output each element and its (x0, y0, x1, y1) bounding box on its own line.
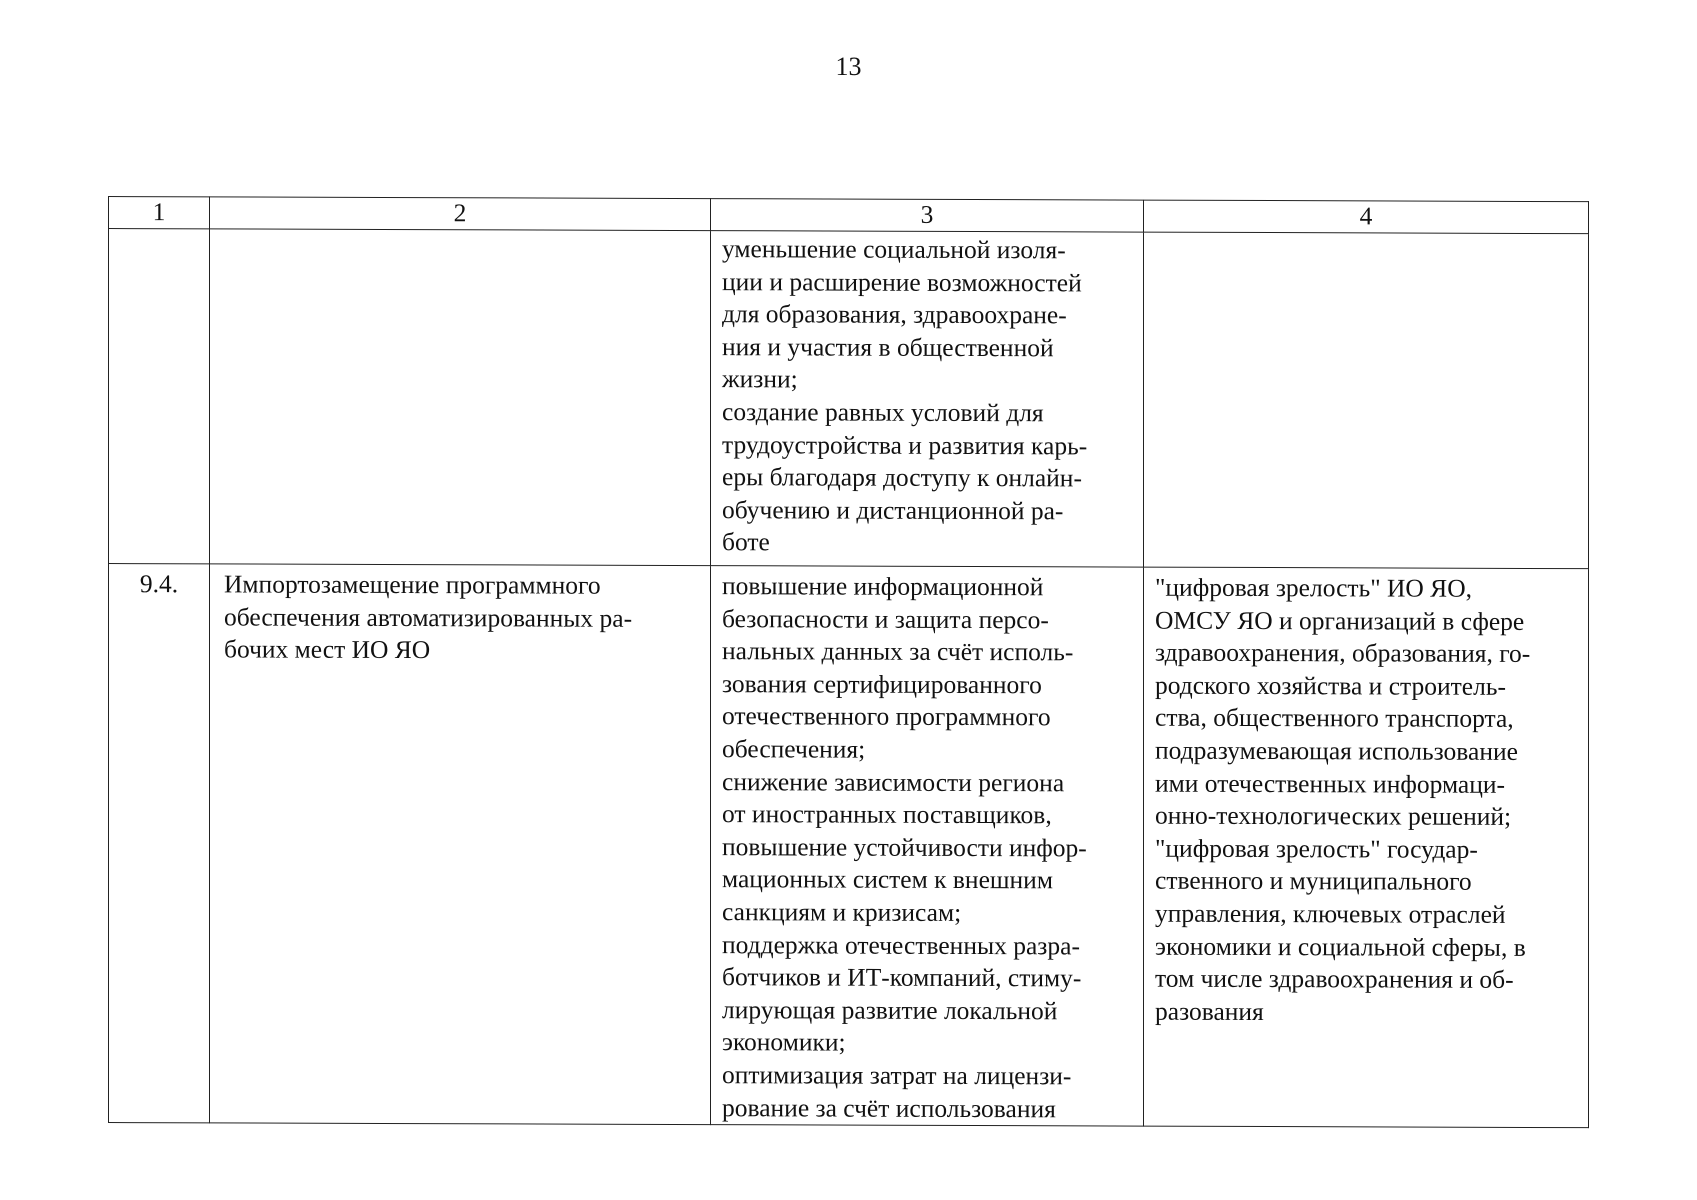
row-number-cell (109, 564, 210, 1123)
measure-name-cell (210, 564, 711, 1125)
table-row (109, 229, 1589, 569)
table-row (109, 564, 1589, 1128)
row-number: 9.4. (139, 569, 179, 599)
effects-text: повышение информационной безопасности и защита персо- нальных данных за счёт исполь- зования сертифицированного отечественного программного обеспечения; снижение зависимости региона от иностранных поставщиков, повышение устойчивости инфор- мационных систем к внешним санкциям и кризисам; поддержка отечественных разра- ботчиков и ИТ-компаний, стиму- лирующая развитие локальной экономики; оптимизация затрат на лицензи- рование за счёт использования (722, 571, 1087, 1123)
column-header-4: 4 (1144, 200, 1589, 234)
page-number: 13 (835, 52, 862, 81)
indicators-cell (1144, 232, 1589, 569)
effects-cell (711, 231, 1144, 568)
row-number (109, 229, 209, 235)
column-header-2: 2 (210, 197, 711, 231)
measure-name-cell (210, 229, 711, 566)
column-header-1: 1 (109, 197, 210, 229)
column-header-3: 3 (711, 199, 1144, 233)
indicators-text (1144, 233, 1588, 237)
measure-name: Импортозамещение программного обеспечения автоматизированных ра- бочих мест ИО ЯО (224, 569, 633, 665)
row-number-cell (109, 229, 210, 564)
indicators-text: "цифровая зрелость" ИО ЯО, ОМСУ ЯО и организаций в сфере здравоохранения, образования, го- родского хозяйства и строитель- ства, общественного транспорта, подразумевающая использование ими отечественных информаци- онно-технологических решений; "цифровая зрелость" государ- ственного и муниципального управления, ключевых отраслей экономики и социальной сферы, в том числе здравоохранения и об- разования (1155, 572, 1531, 1026)
table-header-row (109, 197, 1589, 234)
document-table (108, 196, 1589, 1128)
effects-text: уменьшение социальной изоля- ции и расширение возможностей для образования, здравоохране- ния и участия в общественной жизни; создание равных условий для трудоустройства и развития карь- еры благодаря доступу к онлайн- обучению и дистанционной ра- боте (722, 234, 1088, 557)
measure-name (210, 229, 710, 233)
indicators-cell (1144, 567, 1589, 1128)
effects-cell (711, 566, 1144, 1127)
